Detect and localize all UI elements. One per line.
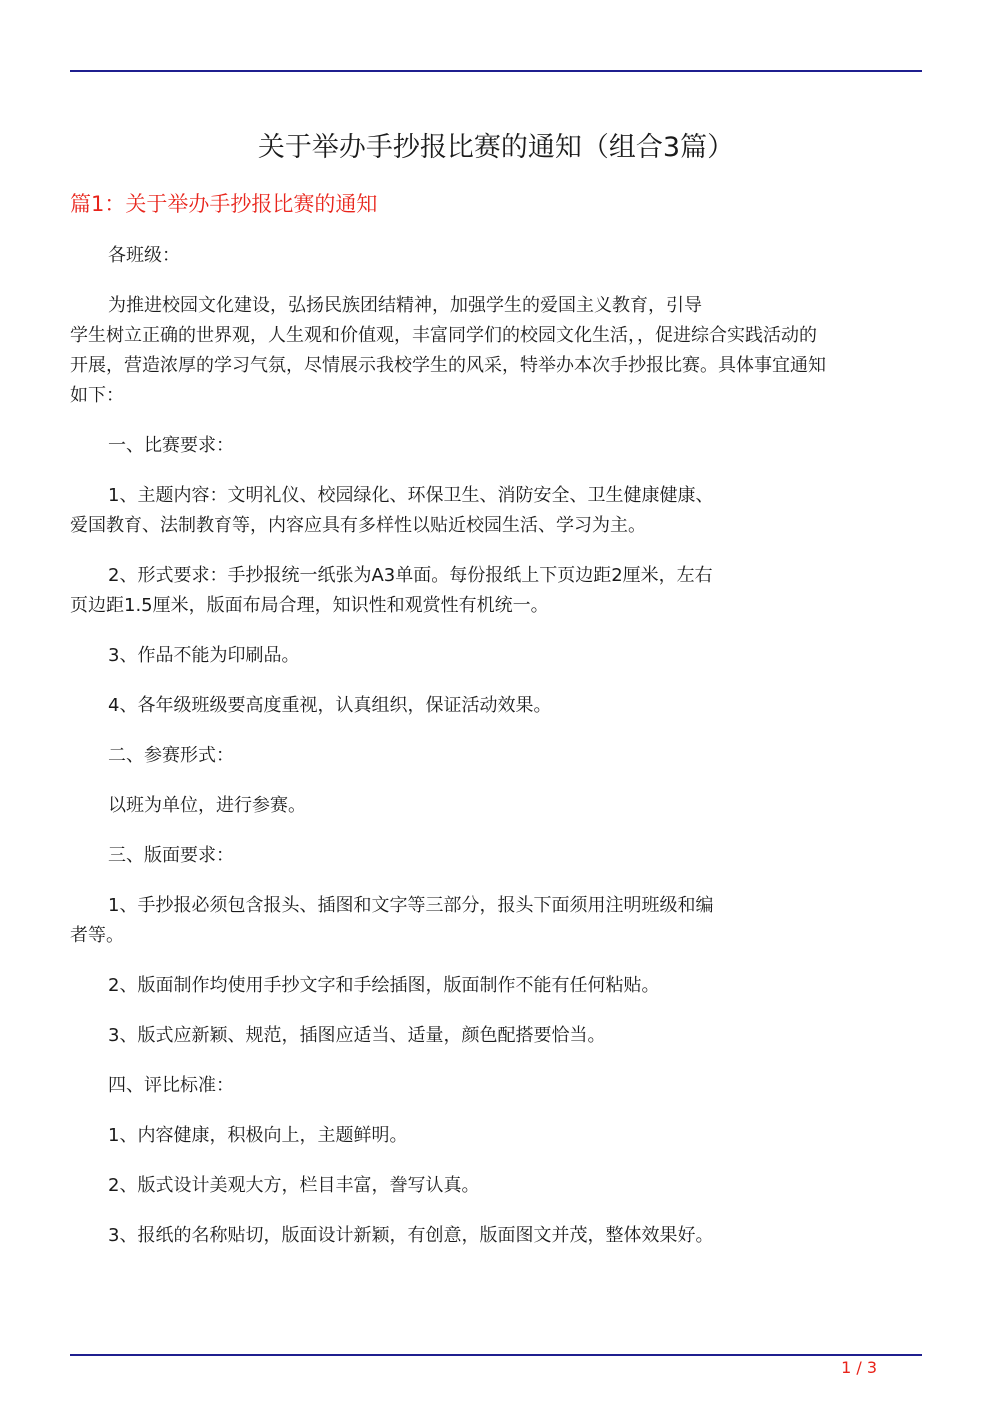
list-item: 爱国教育、法制教育等，内容应具有多样性以贴近校园生活、学习为主。: [70, 515, 646, 536]
paragraph-line: 学生树立正确的世界观，人生观和价值观，丰富同学们的校园文化生活，，促进综合实践活动的: [70, 325, 817, 346]
section-title: 四、评比标准：: [108, 1075, 234, 1096]
list-item: 2、版式设计美观大方，栏目丰富，誊写认真。: [108, 1175, 480, 1196]
header-rule: [70, 70, 922, 72]
list-item: 2、形式要求：手抄报统一纸张为A3单面。每份报纸上下页边距2厘米，左右: [108, 565, 713, 586]
list-item: 4、各年级班级要高度重视，认真组织，保证活动效果。: [108, 695, 552, 716]
document-title: 关于举办手抄报比赛的通知（组合3篇）: [257, 132, 735, 163]
paragraph-line: 为推进校园文化建设，弘扬民族团结精神，加强学生的爱国主义教育，引导: [108, 295, 702, 316]
list-item: 1、主题内容：文明礼仪、校园绿化、环保卫生、消防安全、卫生健康健康、: [108, 485, 714, 506]
paragraph-line: 如下：: [70, 385, 124, 406]
list-item: 者等。: [70, 925, 124, 946]
list-item: 页边距1.5厘米，版面布局合理，知识性和观赏性有机统一。: [70, 595, 549, 616]
list-item: 1、内容健康，积极向上，主题鲜明。: [108, 1125, 408, 1146]
list-item: 3、版式应新颖、规范，插图应适当、适量，颜色配搭要恰当。: [108, 1025, 606, 1046]
section-heading: 篇1：关于举办手抄报比赛的通知: [70, 192, 378, 216]
section-title: 一、比赛要求：: [108, 435, 234, 456]
list-item: 3、作品不能为印刷品。: [108, 645, 300, 666]
section-title: 二、参赛形式：: [108, 745, 234, 766]
list-item: 3、报纸的名称贴切，版面设计新颖，有创意，版面图文并茂，整体效果好。: [108, 1225, 714, 1246]
list-item: 1、手抄报必须包含报头、插图和文字等三部分，报头下面须用注明班级和编: [108, 895, 714, 916]
paragraph-line: 以班为单位，进行参赛。: [108, 795, 306, 816]
section-title: 三、版面要求：: [108, 845, 234, 866]
footer-rule: [70, 1354, 922, 1356]
paragraph-line: 开展，营造浓厚的学习气氛，尽情展示我校学生的风采，特举办本次手抄报比赛。具体事宜通知: [70, 355, 826, 376]
greeting-line: 各班级：: [108, 245, 180, 266]
page-number: 1 / 3: [841, 1358, 877, 1377]
list-item: 2、版面制作均使用手抄文字和手绘插图，版面制作不能有任何粘贴。: [108, 975, 660, 996]
